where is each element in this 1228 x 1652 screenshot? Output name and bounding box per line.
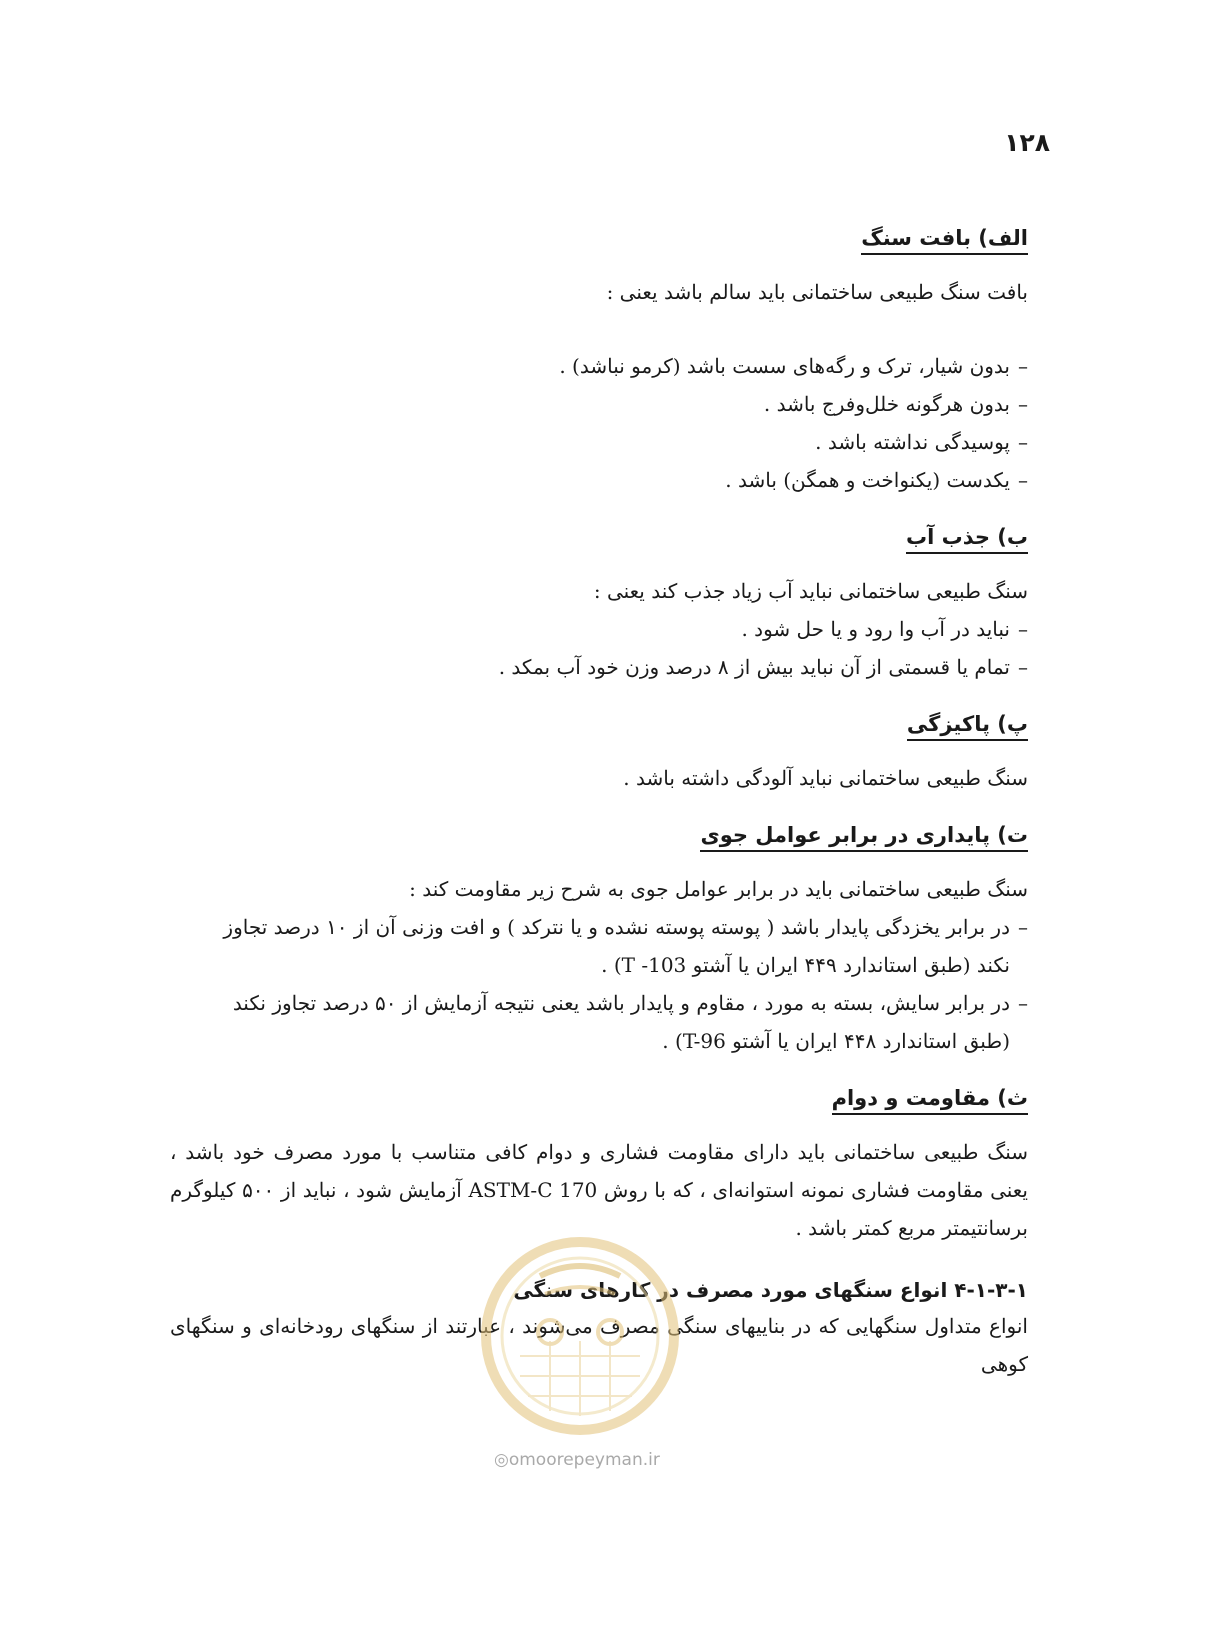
list-item: –بدون شیار، ترک و رگه‌های سست باشد (کرمو نباشد) . — [170, 347, 1028, 385]
section-heading: ث) مقاومت و دوام — [832, 1086, 1028, 1115]
item-list — [170, 347, 1028, 499]
list-item: –یکدست (یکنواخت و همگن) باشد . — [170, 461, 1028, 499]
section-heading: ت) پایداری در برابر عوامل جوی — [700, 823, 1028, 852]
section-cleanliness — [170, 712, 1028, 797]
section-strength-durability — [170, 1086, 1028, 1247]
dash-bullet: – — [1018, 354, 1028, 378]
section-text: سنگ طبیعی ساختمانی نباید آلودگی داشته باشد . — [623, 766, 1028, 790]
list-item: –نباید در آب وا رود و یا حل شود . — [170, 610, 1028, 648]
section-weather-resistance — [170, 823, 1028, 1060]
item-list — [170, 908, 1028, 1060]
section-text: سنگ طبیعی ساختمانی باید دارای مقاومت فشاری و دوام کافی متناسب با مورد مصرف خود باشد ، یعنی مقاومت فشاری نمونه استوانه‌ای ، که با روش ASTM-C 170 آزمایش شود ، نباید از ۵۰۰ کیلوگرم برسانتیمتر مربع کمتر باشد . — [170, 1140, 1028, 1240]
section-heading: پ) پاکیزگی — [907, 712, 1028, 741]
globe-icon: ◎ — [494, 1450, 509, 1470]
page-number: ۱۲۸ — [1004, 128, 1050, 157]
dash-bullet: – — [1018, 430, 1028, 454]
dash-bullet: – — [1018, 655, 1028, 679]
dash-bullet: – — [1018, 468, 1028, 492]
subsection-text: انواع متداول سنگهایی که در بناییهای سنگی مصرف می‌شوند ، عبارتند از سنگهای رودخانه‌ای و سنگهای کوهی — [170, 1314, 1028, 1376]
item-list — [170, 610, 1028, 686]
section-water-absorption — [170, 525, 1028, 686]
list-item: –پوسیدگی نداشته باشد . — [170, 423, 1028, 461]
section-heading: ب) جذب آب — [906, 525, 1028, 554]
dash-bullet: – — [1018, 991, 1028, 1015]
subsection-heading: ۴-۱-۳-۱ انواع سنگهای مورد مصرف در کارهای سنگی — [513, 1278, 1028, 1302]
section-heading: الف) بافت سنگ — [861, 226, 1028, 255]
page-content — [170, 226, 1028, 1383]
list-item: –در برابر سایش، بسته به مورد ، مقاوم و پایدار باشد یعنی نتیجه آزمایش از ۵۰ درصد تجاوز نکند (طبق استاندارد ۴۴۸ ایران یا آشتو T-96) . — [170, 984, 1028, 1060]
dash-bullet: – — [1018, 617, 1028, 641]
list-item: –در برابر یخزدگی پایدار باشد ( پوسته پوسته نشده و یا نترکد ) و افت وزنی آن از ۱۰ درصد تجاوز نکند (طبق استاندارد ۴۴۹ ایران یا آشتو T -103) . — [170, 908, 1028, 984]
list-item: –بدون هرگونه خلل‌وفرج باشد . — [170, 385, 1028, 423]
watermark-url: ◎omoorepeyman.ir — [494, 1450, 660, 1470]
section-intro: سنگ طبیعی ساختمانی نباید آب زیاد جذب کند یعنی : — [593, 579, 1028, 603]
dash-bullet: – — [1018, 915, 1028, 939]
section-intro: بافت سنگ طبیعی ساختمانی باید سالم باشد یعنی : — [606, 280, 1028, 304]
watermark-logo-icon — [480, 1236, 680, 1436]
section-texture — [170, 226, 1028, 499]
section-intro: سنگ طبیعی ساختمانی باید در برابر عوامل جوی به شرح زیر مقاومت کند : — [409, 877, 1028, 901]
list-item: –تمام یا قسمتی از آن نباید بیش از ۸ درصد وزن خود آب بمکد . — [170, 648, 1028, 686]
dash-bullet: – — [1018, 392, 1028, 416]
